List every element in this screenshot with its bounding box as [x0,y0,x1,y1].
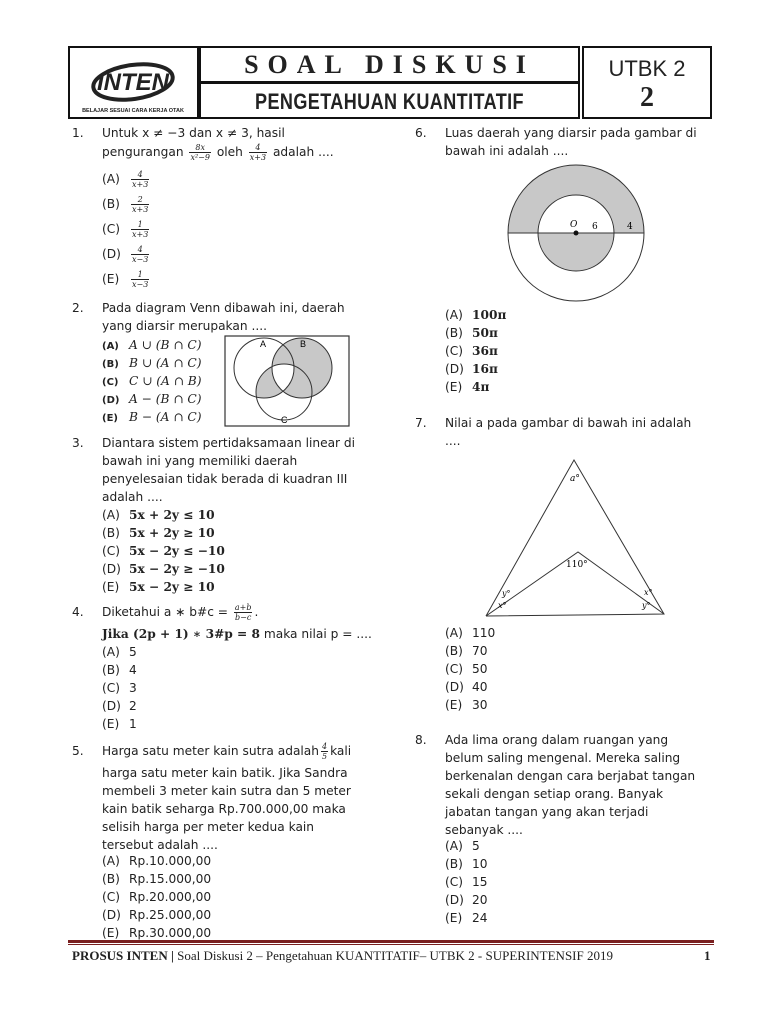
option-c[interactable]: (C) 5x − 2y ≤ −10 [102,544,225,558]
question-text: berkenalan dengan cara berjabat tangan [445,769,696,783]
venn-label-c: C [281,415,288,425]
fraction: $\frac{8x}{\text{x²−9}}$ [190,143,210,162]
question-5 [72,742,392,942]
question-7-options [415,624,715,716]
question-text: Pada diagram Venn dibawah ini, daerah [102,301,345,315]
question-8 [415,731,715,931]
inten-logo [70,48,197,117]
footer-brand: PROSUS INTEN | [72,948,174,963]
option-c[interactable]: (C) 3 [102,681,137,695]
venn-label-b: B [300,339,307,349]
option-c[interactable]: (C) C ∪ (A ∩ B) [102,374,202,388]
question-number: 2. [72,301,84,315]
text-pre: Jika (2p + 1) ∗ 3#p = 8 [102,627,260,641]
question-3 [72,434,392,599]
option-d[interactable]: (D) 16π [445,362,498,376]
option-a[interactable]: (A) 100π [445,308,507,322]
text-post: . [254,605,259,619]
fraction: $\frac{4}{x+3}$ [249,143,267,162]
option-b[interactable]: (B) 70 [445,644,488,658]
footer-rule [68,940,714,943]
question-text: selisih harga per meter kedua kain [102,820,315,834]
question-text: penyelesaian tidak berada di kuadran III [102,472,348,486]
question-text: bawah ini yang memiliki daerah [102,454,298,468]
option-e[interactable]: (E) 24 [445,911,488,925]
fraction: $\frac{a+b}{b-c}$ [234,603,252,622]
question-text: membeli 3 meter kain sutra dan 5 meter [102,784,351,798]
angle-y-right-label: y° [642,601,651,610]
question-4 [72,603,392,733]
option-a[interactable]: (A) 110 [445,626,496,640]
angle-a-label: a° [570,474,580,484]
title-box [199,46,580,83]
option-e[interactable]: (E) Rp.30.000,00 [102,926,212,940]
option-e[interactable]: (E) $\frac{1}{x-3}$ [102,270,149,289]
option-d[interactable]: (D) 2 [102,699,137,713]
option-c[interactable]: (C) $\frac{1}{x+3}$ [102,220,149,239]
option-a[interactable]: (A) 5 [445,839,480,853]
option-d[interactable]: (D) $\frac{4}{x-3}$ [102,245,149,264]
question-text: kain batik seharga Rp.700.000,00 maka [102,802,346,816]
question-number: 5. [72,744,84,758]
option-e[interactable]: (E) 30 [445,698,488,712]
exam-box [582,46,712,119]
question-text: bawah ini adalah .... [445,144,569,158]
angle-x-right-label: x° [644,588,653,597]
option-a[interactable]: (A) $\frac{4}{x+3}$ [102,170,149,189]
option-d[interactable]: (D) A − (B ∩ C) [102,392,202,406]
footer-rule-thin [68,944,714,945]
option-b[interactable]: (B) B ∪ (A ∩ C) [102,356,202,370]
text-pre: Diketahui a ∗ b#c = [102,605,229,619]
option-b[interactable]: (B) 5x + 2y ≥ 10 [102,526,215,540]
question-text: tersebut adalah .... [102,838,218,852]
venn-diagram [224,335,350,427]
option-c[interactable]: (C) Rp.20.000,00 [102,890,212,904]
option-b[interactable]: (B) 10 [445,857,488,871]
annulus-figure [500,163,652,305]
angle-y-left-label: y° [502,589,511,598]
triangle-figure [482,455,672,619]
question-line [102,603,258,622]
question-number: 3. [72,436,84,450]
inner-radius-label: 6 [592,222,598,232]
option-e[interactable]: (E) 1 [102,717,137,731]
gap-label: 4 [627,222,633,232]
option-e[interactable]: (E) 5x − 2y ≥ 10 [102,580,215,594]
option-e[interactable]: (E) B − (A ∩ C) [102,410,202,424]
logo-tagline: BELAJAR SESUAI CARA KERJA OTAK [82,108,184,114]
center-label: O [570,220,578,230]
subtitle-box [199,82,580,119]
option-b[interactable]: (B) 50π [445,326,498,340]
option-c[interactable]: (C) 50 [445,662,488,676]
question-text: Luas daerah yang diarsir pada gambar di [445,126,697,140]
question-line [102,143,334,162]
question-text: Ada lima orang dalam ruangan yang [445,733,669,747]
exam-number: 2 [640,82,654,113]
text-post: kali [330,744,352,758]
option-b[interactable]: (B) $\frac{2}{x+3}$ [102,195,149,214]
question-text: jabatan tangan yang akan terjadi [445,805,649,819]
option-b[interactable]: (B) Rp.15.000,00 [102,872,212,886]
footer [72,948,613,964]
question-6-options [415,306,715,398]
question-text: sekali dengan setiap orang. Banyak [445,787,664,801]
option-c[interactable]: (C) 36π [445,344,498,358]
text-post: adalah .... [272,145,334,159]
question-text: Diantara sistem pertidaksamaan linear di [102,436,356,450]
question-text: Untuk x ≠ −3 dan x ≠ 3, hasil [102,126,285,140]
question-number: 4. [72,605,84,619]
question-7 [415,414,715,454]
page-title: SOAL DISKUSI [244,50,535,79]
logo-box [68,46,199,119]
option-a[interactable]: (A) Rp.10.000,00 [102,854,212,868]
question-text: sebanyak .... [445,823,523,837]
option-d[interactable]: (D) 40 [445,680,488,694]
question-6 [415,124,715,164]
question-text: harga satu meter kain batik. Jika Sandra [102,766,348,780]
fraction: $\frac{4}{5}$ [322,742,328,761]
angle-x-left-label: x° [498,601,507,610]
question-text: yang diarsir merupakan .... [102,319,267,333]
text-pre: pengurangan [102,145,184,159]
option-e[interactable]: (E) 4π [445,380,490,394]
text-mid: oleh [216,145,243,159]
exam-label: UTBK 2 [608,56,686,81]
venn-label-a: A [260,339,267,349]
question-number: 6. [415,126,427,140]
question-number: 1. [72,126,84,140]
option-a[interactable]: (A) 5 [102,645,137,659]
question-number: 7. [415,416,427,430]
question-text: adalah .... [102,490,163,504]
question-number: 8. [415,733,427,747]
question-line [102,742,351,761]
option-d[interactable]: (D) 5x − 2y ≥ −10 [102,562,225,576]
option-d[interactable]: (D) Rp.25.000,00 [102,908,212,922]
angle-110-label: 110° [566,560,588,570]
center-point [574,231,579,236]
logo-text: INTEN [97,69,169,96]
option-b[interactable]: (B) 4 [102,663,137,677]
footer-text: Soal Diskusi 2 – Pengetahuan KUANTITATIF– UTBK 2 - SUPERINTENSIF 2019 [177,948,613,963]
option-a[interactable]: (A) 5x + 2y ≤ 10 [102,508,215,522]
question-text: .... [445,434,461,448]
option-a[interactable]: (A) A ∪ (B ∩ C) [102,338,202,352]
question-text: belum saling mengenal. Mereka saling [445,751,681,765]
question-1 [72,124,392,294]
text-pre: Harga satu meter kain sutra adalah [102,744,319,758]
question-text: Nilai a pada gambar di bawah ini adalah [445,416,692,430]
question-line [102,625,372,643]
page-number: 1 [704,948,711,963]
page-subtitle: PENGETAHUAN KUANTITATIF [255,89,524,114]
text-post: maka nilai p = .... [263,627,372,641]
option-c[interactable]: (C) 15 [445,875,488,889]
option-d[interactable]: (D) 20 [445,893,488,907]
